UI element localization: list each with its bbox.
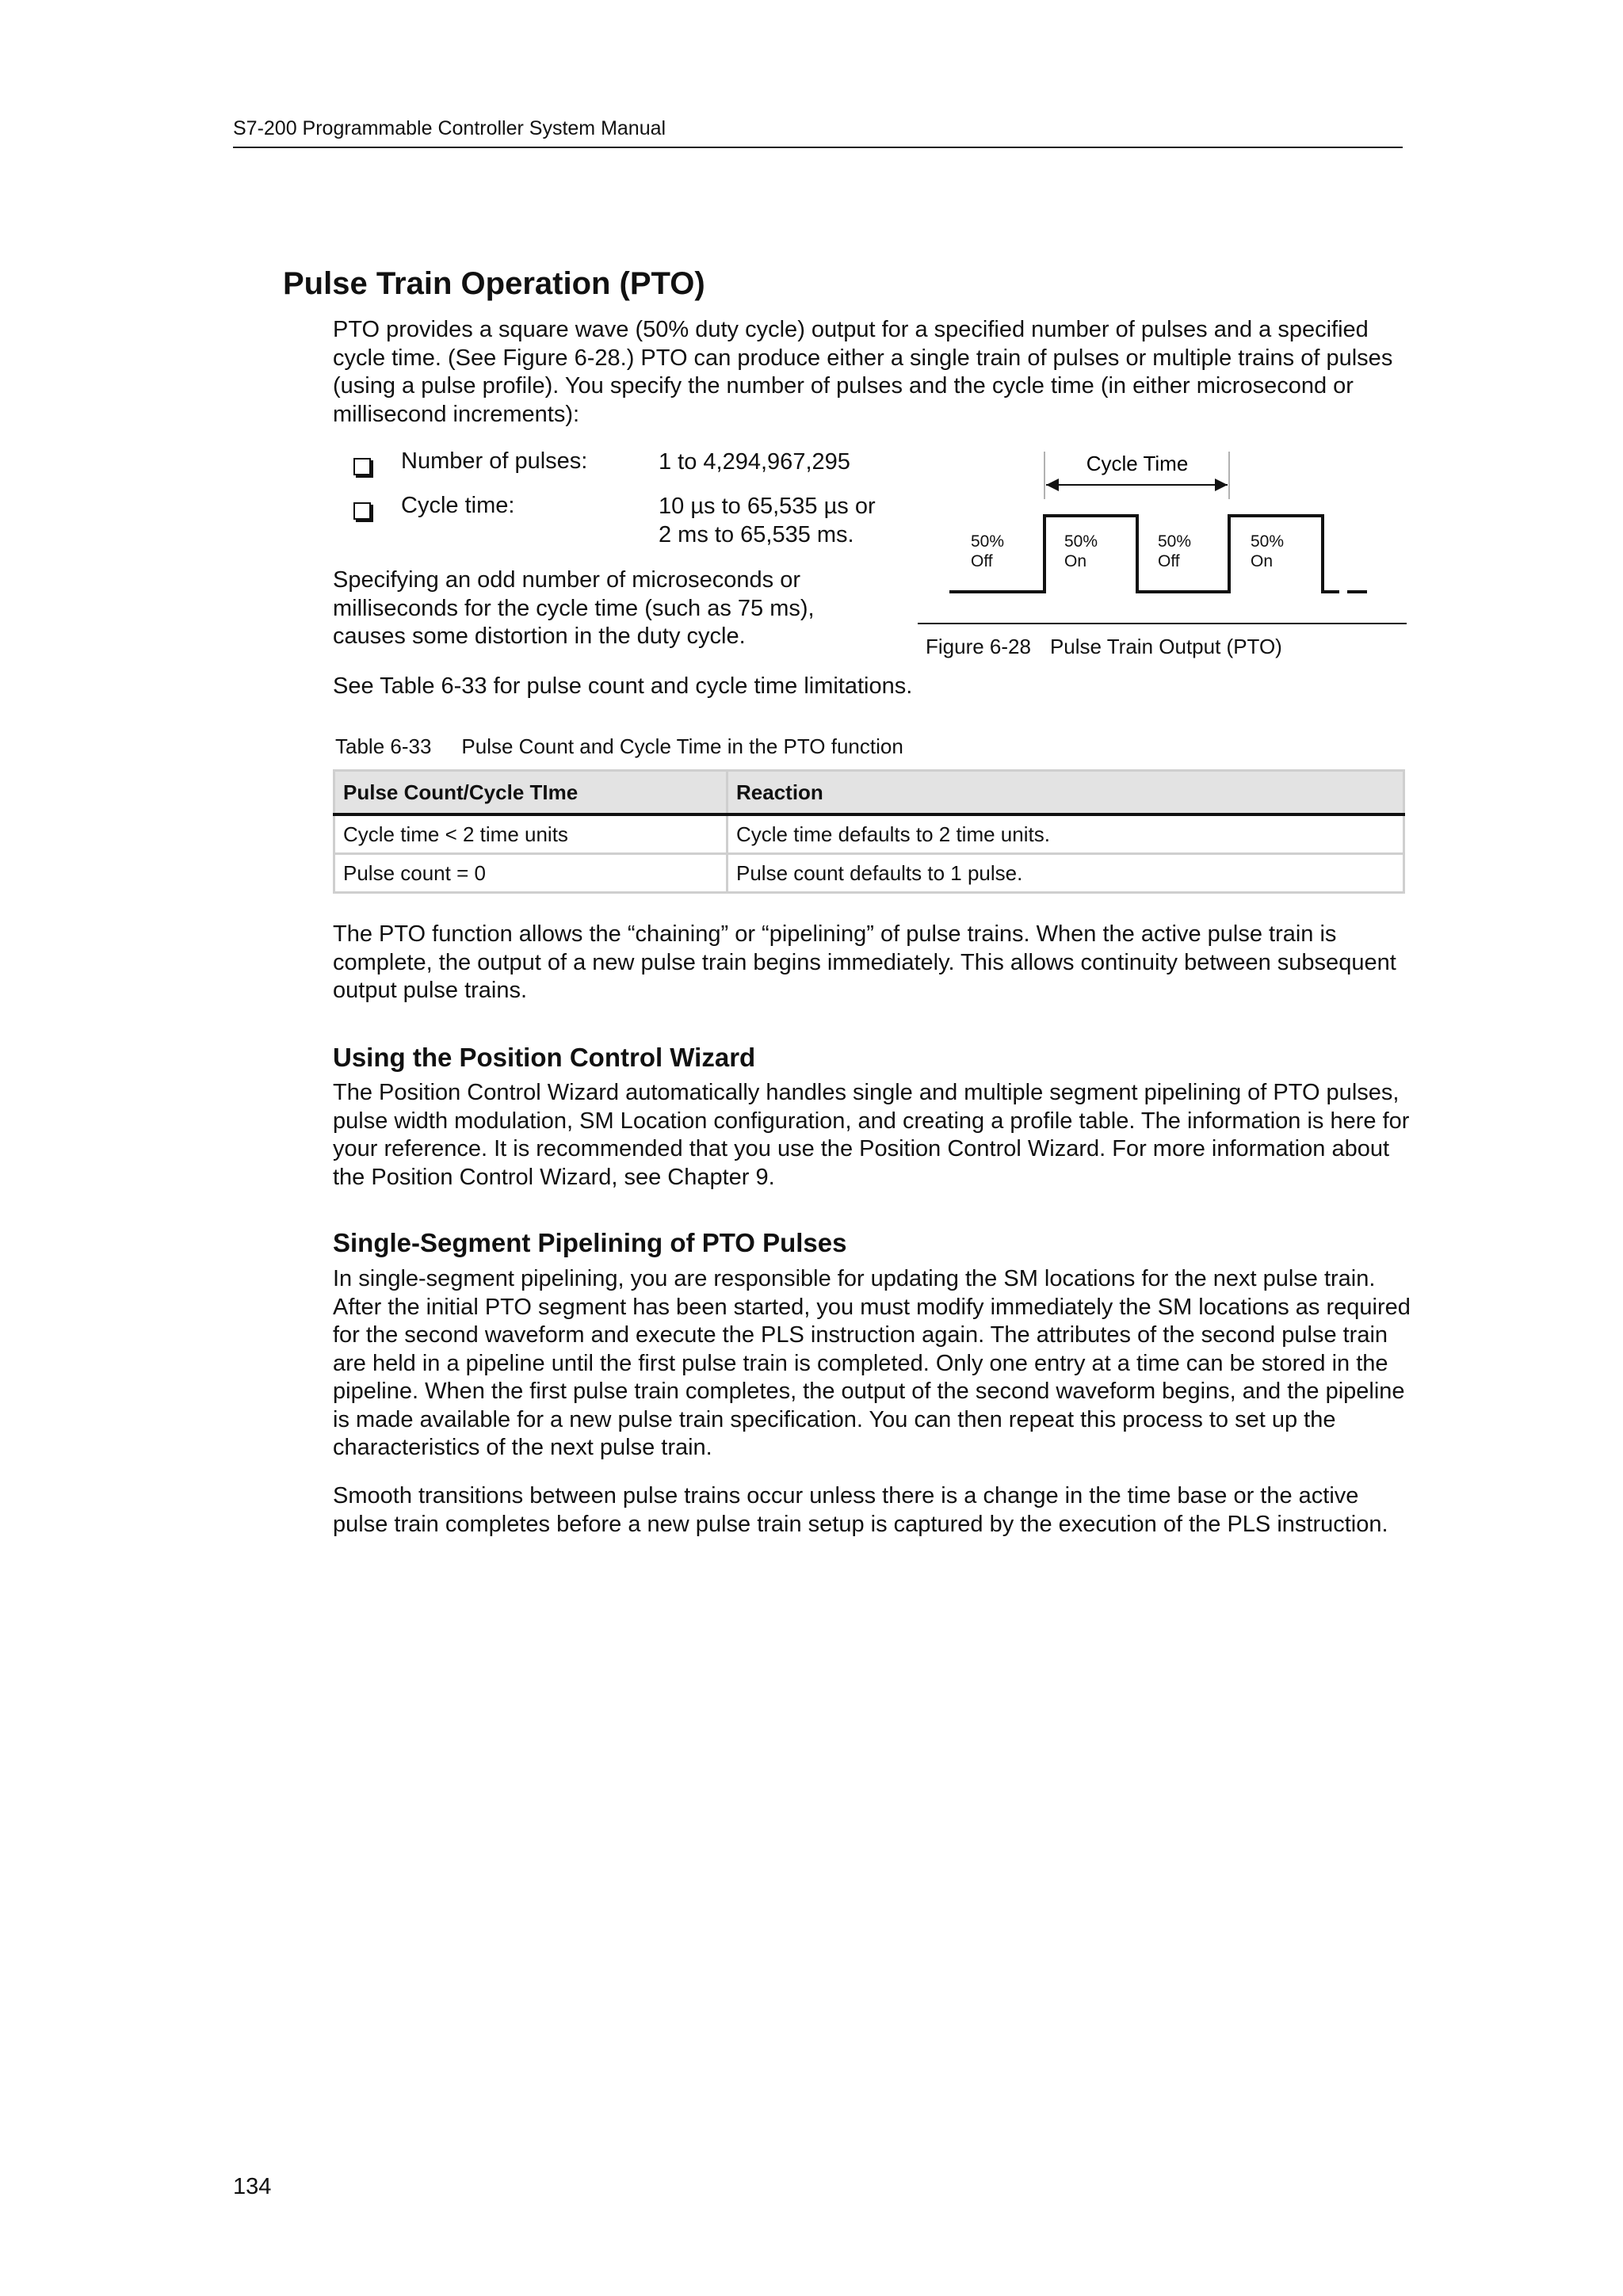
pulse-train-figure (911, 444, 1411, 634)
table-cell: Cycle time < 2 time units (334, 814, 727, 854)
wizard-heading: Using the Position Control Wizard (333, 1043, 756, 1072)
single-segment-heading: Single-Segment Pipelining of PTO Pulses (333, 1228, 847, 1257)
segment-percent: 50% (1158, 532, 1192, 551)
bullet-value: 1 to 4,294,967,295 (659, 449, 850, 475)
table-cell: Pulse count defaults to 1 pulse. (727, 854, 1404, 893)
section-title: Pulse Train Operation (PTO) (283, 266, 705, 301)
pto-limits-table (333, 769, 1405, 894)
table-header-row (334, 771, 1404, 815)
page-number: 134 (233, 2174, 272, 2199)
segment-percent: 50% (1064, 532, 1098, 551)
table-cell: Pulse count = 0 (334, 854, 727, 893)
segment-percent: 50% (971, 532, 1005, 551)
figure-title: Pulse Train Output (PTO) (1049, 635, 1282, 658)
segment-state: Off (1158, 552, 1180, 570)
odd-cycle-note: Specifying an odd number of microseconds or milliseconds for the cycle time (such as 75 ms), causes some distortion in the duty cycle. (333, 567, 815, 649)
header-rule (233, 147, 1403, 148)
single-segment-paragraph: In single-segment pipelining, you are responsible for updating the SM locations for the next pulse train. After the initial PTO segment has been started, you must modify immediately the SM locations as required for the second waveform and execute the PLS instruction again. The attributes of the second pulse train are held in a pipeline until the first pulse train is completed. Only one entry at a time can be stored in the pipeline. When the first pulse train completes, the output of the second waveform begins, and the pipeline is made available for a new pulse train specification. You can then repeat this process to set up the characteristics of the next pulse train. (333, 1266, 1411, 1460)
see-table-note: See Table 6-33 for pulse count and cycle time limitations. (333, 673, 913, 699)
table-title: Pulse Count and Cycle Time in the PTO function (461, 734, 903, 758)
figure-number: Figure 6-28 (926, 635, 1031, 658)
table-header-cell: Reaction (727, 771, 1404, 815)
segment-state: On (1251, 552, 1274, 570)
segment-percent: 50% (1251, 532, 1285, 551)
figure-caption (926, 635, 1282, 659)
checkbox-bullet-icon (353, 458, 371, 475)
waveform (949, 516, 1339, 592)
bullet-label: Number of pulses: (401, 448, 588, 474)
intro-paragraph: PTO provides a square wave (50% duty cycle) output for a specified number of pulses and a specified cycle time. (See Figure 6-28.) PTO can produce either a single train of pulses or multiple trains of pulses (using a pulse profile). You specify the number of pulses and the cycle time (in either microsecond or millisecond increments): (333, 317, 1393, 427)
table-row (334, 854, 1404, 893)
segment-state: Off (971, 552, 993, 570)
table-header-cell: Pulse Count/Cycle TIme (334, 771, 727, 815)
table-row (334, 814, 1404, 854)
chaining-paragraph: The PTO function allows the “chaining” or “pipelining” of pulse trains. When the active pulse train is complete, the output of a new pulse train begins immediately. This allows continuity between subsequent output pulse trains. (333, 921, 1396, 1003)
wizard-paragraph: The Position Control Wizard automatically handles single and multiple segment pipelining of PTO pulses, pulse width modulation, SM Location configuration, and creating a profile table. The information is here for your reference. It is recommended that you use the Position Control Wizard. For more information about the Position Control Wizard, see Chapter 9. (333, 1080, 1410, 1190)
table-cell: Cycle time defaults to 2 time units. (727, 814, 1404, 854)
segment-state: On (1064, 552, 1087, 570)
bullet-label: Cycle time: (401, 493, 515, 518)
smooth-transitions-paragraph: Smooth transitions between pulse trains occur unless there is a change in the time base or the active pulse train completes before a new pulse train setup is captured by the execution of the PLS instruction. (333, 1483, 1388, 1537)
checkbox-bullet-icon (353, 502, 371, 520)
bullet-value: 10 µs to 65,535 µs or (659, 494, 876, 519)
table-caption (335, 734, 903, 759)
running-header: S7-200 Programmable Controller System Manual (233, 117, 666, 139)
bullet-value-line2: 2 ms to 65,535 ms. (659, 522, 854, 547)
cycle-time-label: Cycle Time (1086, 452, 1189, 475)
table-number: Table 6-33 (335, 734, 432, 758)
